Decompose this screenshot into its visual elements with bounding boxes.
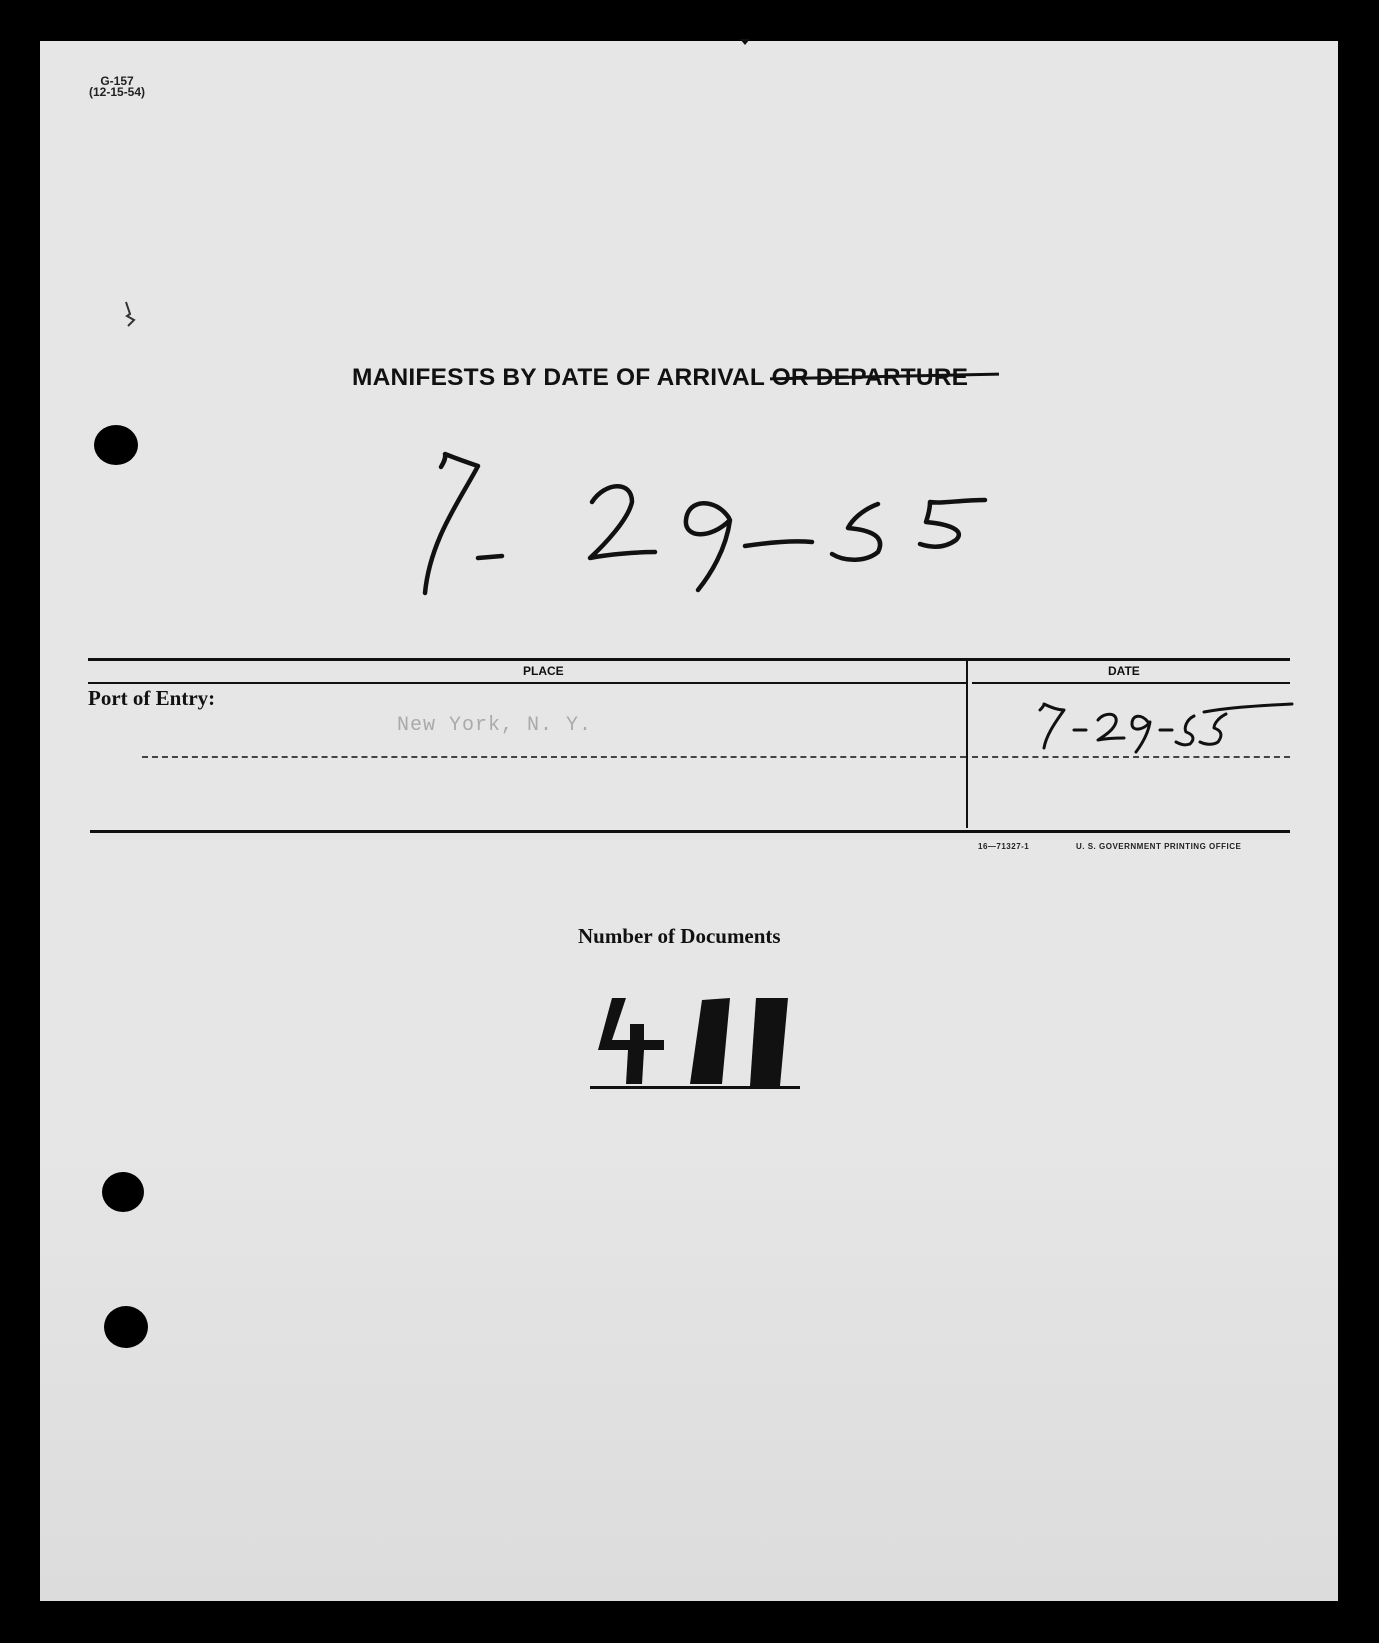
form-number-block — [89, 76, 145, 98]
header-rule-place — [88, 682, 966, 684]
column-divider — [966, 660, 968, 828]
title-main: MANIFESTS BY DATE OF ARRIVAL — [352, 364, 765, 391]
port-of-entry-value: New York, N. Y. — [397, 714, 593, 737]
form-revision: (12-15-54) — [89, 85, 146, 99]
handwritten-date-small — [1036, 700, 1296, 756]
place-header: PLACE — [523, 664, 564, 678]
printer-office: U. S. GOVERNMENT PRINTING OFFICE — [1076, 842, 1242, 851]
form-title — [352, 364, 968, 392]
date-underline — [972, 756, 1290, 758]
date-header: DATE — [1108, 664, 1140, 678]
pencil-mark — [122, 300, 136, 330]
header-rule-date — [972, 682, 1290, 684]
document-count-handwritten — [590, 990, 810, 1100]
table-bottom-rule — [90, 830, 1290, 833]
number-of-documents-label: Number of Documents — [578, 924, 781, 948]
title-struck-text: OR DEPARTURE — [771, 364, 969, 391]
handwritten-date-large — [400, 440, 1020, 600]
top-notch — [740, 39, 750, 45]
form-number: G-157 — [100, 74, 134, 88]
place-underline — [142, 756, 966, 758]
binder-hole — [102, 1172, 144, 1212]
document-sheet — [40, 41, 1338, 1601]
table-top-rule — [88, 658, 1290, 661]
port-of-entry-label: Port of Entry: — [88, 686, 216, 710]
paper-shading — [40, 1131, 1338, 1601]
binder-hole — [104, 1306, 148, 1348]
printer-code: 16—71327-1 — [978, 842, 1030, 851]
binder-hole — [94, 425, 138, 465]
